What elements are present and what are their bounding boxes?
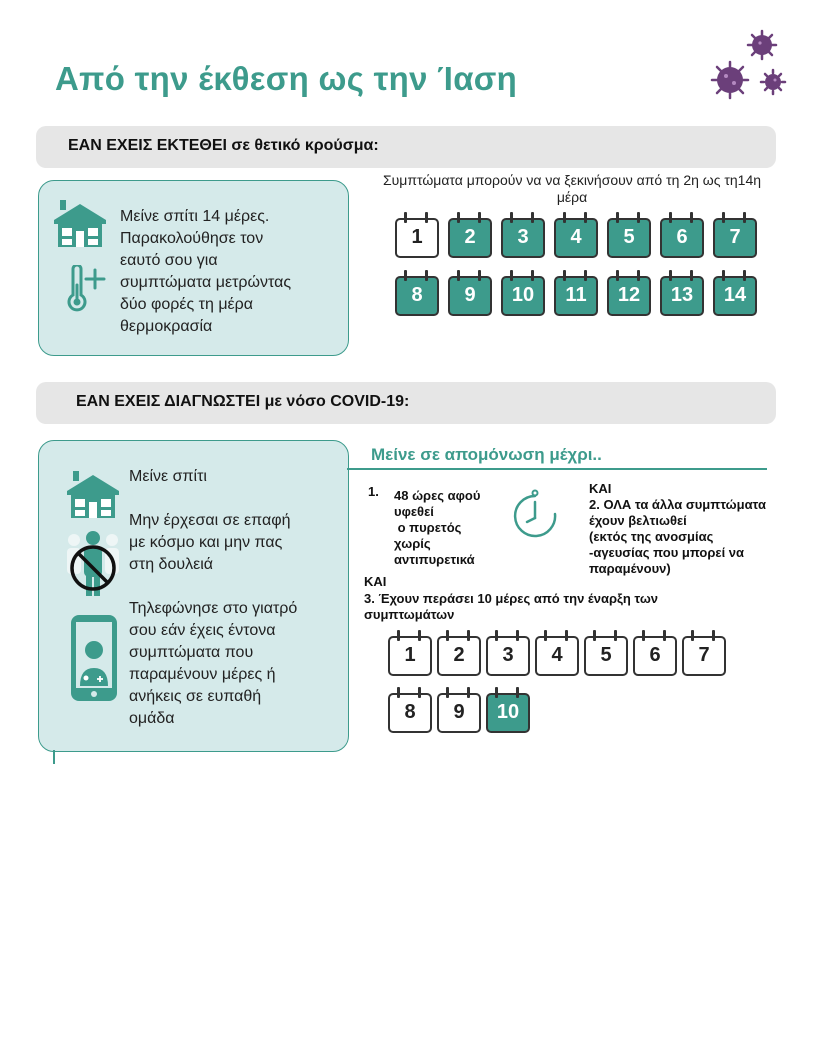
calendar-day (395, 270, 439, 314)
condition-1-line: χωρίς (394, 536, 431, 551)
house-icon (54, 199, 106, 247)
and-label-2: ΚΑΙ (364, 574, 387, 589)
call-doctor-line: σου εάν έχεις έντονα (129, 622, 276, 639)
calendar-day (607, 270, 651, 314)
condition-1-line: υφεθεί (394, 504, 434, 519)
calendar-day-number: 14 (723, 284, 747, 306)
call-doctor-line: παραμένουν μέρες ή (129, 666, 276, 683)
condition-2-text (589, 497, 799, 577)
no-contact-line: στη δουλειά (129, 556, 214, 573)
condition-1-line: αντιπυρετικά (394, 552, 475, 567)
condition-1-line: 48 ώρες αφού (394, 488, 481, 503)
call-doctor-line: συμπτώματα που (129, 644, 254, 661)
calendar-day-number: 9 (464, 284, 476, 306)
exposed-line: δύο φορές τη μέρα (120, 296, 254, 313)
calendar-day (554, 212, 598, 256)
phone-doctor-icon (70, 614, 118, 702)
calendar-day-number: 12 (617, 284, 641, 306)
calendar-day-number: 10 (511, 284, 535, 306)
calendar-day-number: 6 (649, 644, 661, 666)
calendar-day-number: 9 (453, 701, 465, 723)
calendar-day (607, 212, 651, 256)
diagnosed-header (76, 393, 409, 411)
no-contact-line: με κόσμο και μην πας (129, 534, 283, 551)
condition-1-line: ο πυρετός (394, 520, 462, 535)
call-doctor-line: ομάδα (129, 710, 175, 727)
calendar-day (395, 212, 439, 256)
calendar-day (501, 270, 545, 314)
exposed-header (68, 137, 379, 155)
condition-1-text (394, 488, 504, 568)
isolation-underline (347, 468, 767, 470)
calendar-day-number: 7 (729, 226, 741, 248)
isolation-title: Μείνε σε απομόνωση μέχρι.. (371, 445, 602, 464)
calendar-day (486, 630, 530, 674)
no-contact-icon (60, 528, 126, 600)
calendar-day (713, 270, 757, 314)
thermometer-icon (64, 265, 106, 313)
calendar-day (437, 630, 481, 674)
calendar-day (660, 270, 704, 314)
calendar-day (682, 630, 726, 674)
calendar-day (437, 687, 481, 731)
call-doctor-line: ανήκεις σε ευπαθή (129, 688, 262, 705)
condition-3-line: 3. Έχουν περάσει 10 μέρες από την έναρξη των (364, 591, 659, 606)
condition-2-line: παραμένουν) (589, 561, 671, 576)
calendar-day-number: 5 (623, 226, 635, 248)
calendar-day (448, 270, 492, 314)
calendar-day-number: 13 (670, 284, 694, 306)
symptoms-caption-line: μέρα (556, 189, 588, 205)
stay-home-text: Μείνε σπίτι (129, 468, 207, 485)
call-doctor-text (129, 598, 344, 730)
exposed-header-bold: ΕΑΝ ΕΧΕΙΣ ΕΚΤΕΘΕΙ (68, 137, 227, 154)
calendar-day (633, 630, 677, 674)
house-icon (67, 470, 119, 518)
condition-3-line: συμπτωμάτων (364, 607, 455, 622)
condition-2-line: έχουν βελτιωθεί (589, 513, 687, 528)
condition-2-line: (εκτός της ανοσμίας (589, 529, 714, 544)
calendar-day (448, 212, 492, 256)
calendar-day (584, 630, 628, 674)
calendar-day-number: 11 (565, 284, 587, 306)
calendar-day-number: 8 (404, 701, 416, 723)
and-label-1: ΚΑΙ (589, 481, 612, 496)
no-contact-line: Μην έρχεσαι σε επαφή (129, 512, 291, 529)
calendar-day-number: 3 (517, 226, 529, 248)
condition-2-line: -αγευσίας που μπορεί να (589, 545, 745, 560)
calendar-day (554, 270, 598, 314)
calendar-day (388, 630, 432, 674)
condition-1-number: 1. (368, 484, 379, 499)
symptoms-caption-line: Συμπτώματα μπορούν να να ξεκινήσουν από τη 2η ως τη14η (382, 172, 762, 188)
exposed-line: Παρακολούθησε τον (120, 230, 264, 247)
calendar-day (501, 212, 545, 256)
calendar-day-number: 7 (698, 644, 710, 666)
calendar-day-number: 2 (453, 644, 465, 666)
calendar-day-number: 1 (411, 226, 423, 248)
diagnosed-header-rest: με νόσο COVID-19: (260, 393, 410, 410)
exposed-line: συμπτώματα μετρώντας (120, 274, 292, 291)
calendar-day-number: 1 (404, 644, 416, 666)
exposed-instructions (120, 206, 340, 338)
calendar-day-number: 10 (496, 701, 520, 723)
calendar-day (388, 687, 432, 731)
symptoms-caption (352, 172, 792, 206)
calendar-day-number: 5 (600, 644, 612, 666)
calendar-day-number: 4 (570, 226, 582, 248)
virus-icon (700, 26, 795, 108)
condition-3-text (364, 591, 784, 623)
exposed-line: θερμοκρασία (120, 318, 213, 335)
calendar-day (660, 212, 704, 256)
exposed-header-rest: σε θετικό κρούσμα: (226, 137, 379, 154)
box-tail (53, 750, 55, 764)
calendar-day-number: 8 (411, 284, 423, 306)
calendar-day (486, 687, 530, 731)
page-title: Από την έκθεση ως την Ίαση (55, 60, 518, 97)
calendar-day-number: 2 (464, 226, 476, 248)
condition-2-line: 2. ΟΛΑ τα άλλα συμπτώματα (589, 497, 766, 512)
calendar-day-number: 4 (551, 644, 563, 666)
clock-icon (510, 488, 560, 540)
calendar-day-number: 3 (502, 644, 514, 666)
calendar-day (535, 630, 579, 674)
diagnosed-header-bold: ΕΑΝ ΕΧΕΙΣ ΔΙΑΓΝΩΣΤΕΙ (76, 393, 261, 410)
exposed-header-bar (36, 126, 776, 168)
exposed-line: εαυτό σου για (120, 252, 218, 269)
call-doctor-line: Τηλεφώνησε στο γιατρό (129, 600, 298, 617)
calendar-day-number: 6 (676, 226, 688, 248)
no-contact-text (129, 510, 344, 576)
exposed-line: Μείνε σπίτι 14 μέρες. (120, 208, 270, 225)
diagnosed-header-bar (36, 382, 776, 424)
calendar-day (713, 212, 757, 256)
